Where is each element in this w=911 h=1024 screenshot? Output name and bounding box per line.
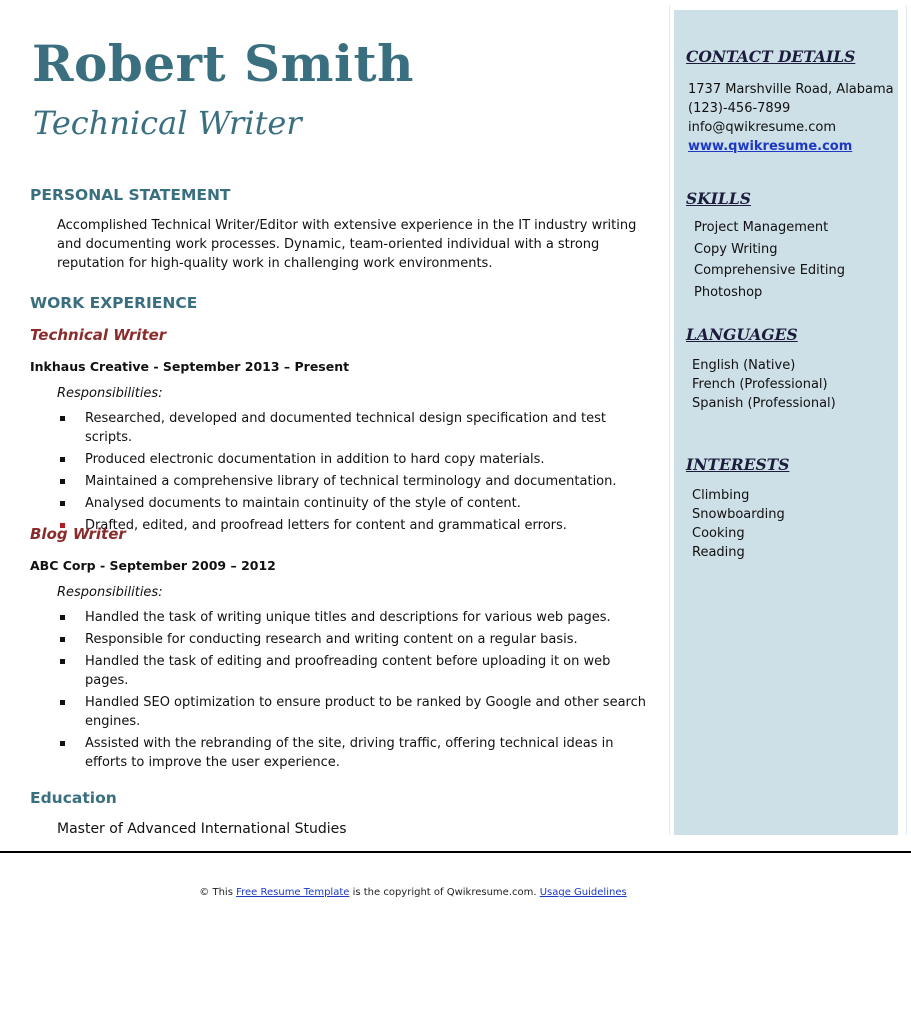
list-item [57,409,647,447]
languages-list [692,358,836,415]
list-item: Cooking [692,526,745,541]
contact-address: 1737 Marshville Road, Alabama [688,82,894,97]
responsibilities-label: Responsibilities: [57,585,163,600]
contact-email[interactable]: info@qwikresume.com [688,120,837,135]
job-company: Inkhaus Creative - September 2013 – Present [30,359,350,374]
contact-website-link[interactable]: www.qwikresume.com [688,139,853,154]
list-item-text: Responsible for conducting research and writing content on a regular basis. [85,632,578,647]
bullet-icon [60,659,65,664]
bullet-icon [60,637,65,642]
list-item: Climbing [692,488,750,503]
list-item-text: Analysed documents to maintain continuity of the style of content. [85,496,521,511]
bullet-icon [60,479,65,484]
bullet-icon [60,615,65,620]
bullet-icon [60,457,65,462]
interests-list [692,488,785,564]
list-item-text: Produced electronic documentation in addition to hard copy materials. [85,452,545,467]
list-item [57,734,647,772]
responsibilities-list [57,608,647,775]
list-item: Project Management [694,220,829,235]
list-item [57,494,647,513]
job-title: Technical Writer [30,326,167,344]
footer-prefix: © This [199,887,237,898]
list-item-text: Maintained a comprehensive library of technical terminology and documentation. [85,474,617,489]
education-degree: Master of Advanced International Studies [57,821,347,837]
footer-copyright [0,887,826,898]
contact-phone: (123)-456-7899 [688,101,791,116]
bullet-icon [60,741,65,746]
responsibilities-list [57,409,647,538]
list-item-text: Handled the task of writing unique titles and descriptions for various web pages. [85,610,611,625]
list-item [57,450,647,469]
list-item: French (Professional) [692,377,828,392]
list-item [57,630,647,649]
usage-guidelines-link[interactable]: Usage Guidelines [539,887,627,898]
list-item-text: Handled the task of editing and proofreading content before uploading it on web pages. [85,654,611,688]
interests-heading: INTERESTS [686,455,790,474]
list-item-text: Handled SEO optimization to ensure product to be ranked by Google and other search engines. [85,695,646,729]
bullet-icon [60,501,65,506]
list-item-text: Assisted with the rebranding of the site, driving traffic, offering technical ideas in efforts to improve the user experience. [85,736,614,770]
job-company: ABC Corp - September 2009 – 2012 [30,558,276,573]
footer-middle: is the copyright of Qwikresume.com. [349,887,540,898]
list-item: Photoshop [694,284,763,300]
list-item: Snowboarding [692,507,785,522]
education-heading: Education [30,789,117,807]
responsibilities-label: Responsibilities: [57,386,163,401]
contact-heading: CONTACT DETAILS [686,47,856,66]
list-item: Reading [692,545,745,560]
list-item: Copy Writing [694,241,778,257]
bullet-icon [60,700,65,705]
work-experience-heading: WORK EXPERIENCE [30,294,198,312]
job-title: Blog Writer [30,525,126,543]
list-item [57,608,647,627]
list-item: English (Native) [692,358,796,373]
skills-list [694,220,845,306]
personal-statement-text: Accomplished Technical Writer/Editor with extensive experience in the IT industry writing and documenting work processes. Dynamic, team-oriented individual with a strong reputation for high-quality work in challenging work environments. [57,218,637,271]
free-resume-template-link[interactable]: Free Resume Template [236,887,350,898]
personal-statement-heading: PERSONAL STATEMENT [30,186,231,204]
list-item [57,516,647,535]
list-item [57,652,647,690]
list-item-text: Researched, developed and documented technical design specification and test scripts. [85,411,606,445]
list-item [57,472,647,491]
list-item-text: Drafted, edited, and proofread letters for content and grammatical errors. [85,518,567,533]
list-item: Spanish (Professional) [692,396,836,411]
candidate-name: Robert Smith [32,34,414,93]
footer-divider [0,851,911,853]
candidate-title: Technical Writer [33,104,302,142]
list-item: Comprehensive Editing [694,263,845,278]
languages-heading: LANGUAGES [686,325,798,344]
skills-heading: SKILLS [686,189,751,208]
bullet-icon [60,416,65,421]
list-item [57,693,647,731]
